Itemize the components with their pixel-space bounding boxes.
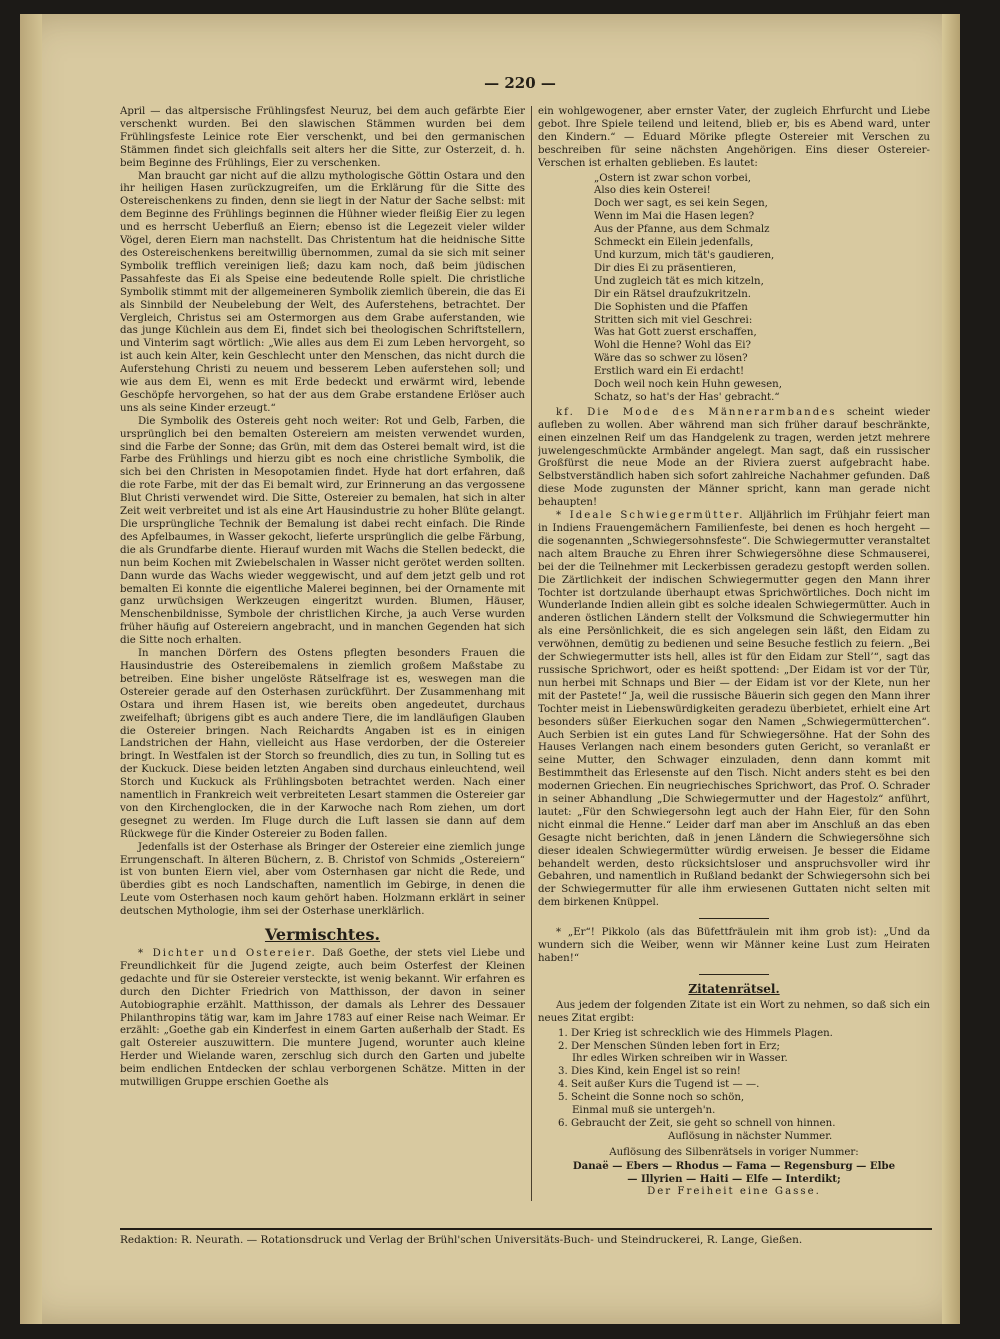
article-paragraph: Die Symbolik des Ostereis geht noch weiter: Rot und Gelb, Farben, die ursprünglich bei den bemalten Ostereiern am meisten verwendet wurden, sind die Farbe der Sonne; das Grün, mit dem das Osterei bemalt wird, ist die Farbe des Frühlings und hierzu gibt es noch eine christliche Symbolik, die sich bei den Christen in Mesopotamien findet. Hyde hat dort erfahren, daß die rote Farbe, mit der das Ei bemalt wird, zur Erinnerung an das vergossene Blut Christi verwendet wird. Die Sitte, Ostereier zu bemalen, hat sich in alter Zeit weit verbreitet und ist als eine Art Hausindustrie zu hoher Blüte gelangt. Die ursprüngliche Technik der Bemalung ist dabei recht einfach. Die Rinde des Apfelbaumes, in Wasser gekocht, lieferte ursprünglich die gelbe Färbung, die als Grundfarbe diente. Hierauf wurden mit Wachs die Stellen bedeckt, die nun beim Kochen mit Zwiebelschalen in Wasser nicht gerötet werden sollten. Dann wurde das Wachs wieder weggewischt, und auf dem jetzt gelb und rot bemalten Ei konnte die eigentliche Malerei beginnen, bei der Ornamente mit ganz urwüchsigen Werkzeugen eingeritzt wurden. Blumen, Häuser, Menschenbildnisse, Symbole der christlichen Kirche, ja auch Verse wurden früher häufig auf Ostereiern angebracht, und in manchen Gegenden hat sich die Sitte noch erhalten. bbox=[120, 415, 525, 647]
answers-row: — Illyrien — Haiti — Elfe — Interdikt; bbox=[627, 1172, 841, 1185]
article-paragraph: Jedenfalls ist der Osterhase als Bringer der Ostereier eine ziemlich junge Errungenschaft. In älteren Büchern, z. B. Christof von Schmids „Ostereiern“ ist von bunten Eiern viel, aber vom Osternhasen gar nicht die Rede, und überdies gibt es noch Landschaften, namentlich im Gebirge, in denen die Leute vom Osterhasen noch kaum gehört haben. Holzmann erklärt in seiner deutschen Mythologie, ihm sei der Osterhase unerklärlich. bbox=[120, 841, 525, 918]
poem-line: Erstlich ward ein Ei erdacht! bbox=[594, 366, 745, 378]
riddle-item: 1. Der Krieg ist schrecklich wie des Himmels Plagen. bbox=[558, 1027, 833, 1039]
riddle-item: 6. Gebraucht der Zeit, sie geht so schnell von hinnen. bbox=[558, 1117, 836, 1129]
riddle-item: 4. Seit außer Kurs die Tugend ist — —. bbox=[558, 1079, 760, 1091]
misc-item-text: Alljährlich im Frühjahr feiert man in Indiens Frauengemächern Familienfeste, bei denen es hoch hergeht — die sogenannten „Schwiegersohnsfeste“. Die Schwiegermutter veranstaltet nach altem Brauche zu Ehren ihrer Schwiegersöhne diese Schmauserei, bei der die Teilnehmer mit Leckerbissen geradezu gestopft werden sollen. Die Zärtlichkeit der indischen Schwiegermutter gegen den Mann ihrer Tochter ist dortzulande überhaupt etwas Sprichwörtliches. Doch nicht im Wunderlande Indien allein gibt es solche idealen Schwiegermütter. Auch in anderen östlichen Ländern stellt der Volksmund die Schwiegermutter hin als eine Persönlichkeit, die es sich angelegen sein läßt, den Eidam zu verwöhnen, demütig zu bedienen und seine Besuche festlich zu feiern. „Bei der Schwiegermutter ists hell, alles ist für den Eidam zur Stell’“, sagt das russische Sprichwort, oder es heißt spottend: „Der Eidam ist vor der Tür, nun herbei mit Schnaps und Bier — der Eidam ist vor der Klete, nun her mit der Pastete!“ Ja, weil die russische Bäuerin sich gegen den Mann ihrer Tochter meist in Liebenswürdigkeiten geradezu überbietet, erhielt eine Art besonders süßer Eierkuchen sogar den Namen „Schwiegermütterchen“. Auch Serbien ist ein gutes Land für Schwiegersöhne. Hat der Sohn des Hauses Verlangen nach einem besonders guten Gericht, so veranlaßt er seine Mutter, den Schwager einzuladen, denn dann kommt mit Bestimmtheit das Erlesenste auf den Tisch. Nicht anders steht es bei den modernen Griechen. Ein neugriechisches Sprichwort, das Prof. O. Schrader in seiner Abhandlung „Die Schwiegermutter und der Hagestolz“ anführt, lautet: „Für den Schwiegersohn legt auch der Hahn Eier, für den Sohn nicht einmal die Henne.“ Leider darf man aber im Anschluß an das eben Gesagte nicht berichten, daß in jenen Ländern die Schwiegersöhne sich dieser idealen Schwiegermütter würdig erweisen. Je besser die Eidame behandelt werden, desto rücksichtsloser und anspruchsvoller wird ihr Gebahren, und namentlich in Rußland bedankt der Schwiegersohn sich bei der Schwiegermutter für alle ihm erwiesenen Guttaten nicht selten mit dem birkenen Knüppel. bbox=[538, 510, 930, 909]
right-column bbox=[538, 106, 930, 1194]
riddle-item: 3. Dies Kind, kein Engel ist so rein! bbox=[558, 1066, 741, 1078]
riddle-item: 5. Scheint die Sonne noch so schön, bbox=[558, 1092, 745, 1104]
continuation-paragraph: ein wohlgewogener, aber ernster Vater, der zugleich Ehrfurcht und Liebe gebot. Ihre Spiele teilend und leitend, blieb er, bis es Abend ward, unter den Kindern.“ — Eduard Mörike pflegte Ostereier mit Verschen zu beschreiben für seine nächsten Angehörigen. Eins dieser Ostereier-Verschen ist erhalten geblieben. Es lautet: bbox=[538, 106, 930, 169]
divider-rule bbox=[699, 974, 769, 975]
misc-item-armband bbox=[538, 407, 930, 510]
previous-answers bbox=[538, 1147, 930, 1194]
section-title: Vermischtes. bbox=[264, 925, 381, 945]
page-binding-edge bbox=[20, 14, 42, 1324]
poem-line: Also dies kein Osterei! bbox=[594, 185, 711, 197]
divider-rule bbox=[699, 918, 769, 919]
poem-line: Und zugleich tät es mich kitzeln, bbox=[594, 275, 764, 287]
misc-item-text: scheint wieder aufleben zu wollen. Aber während man sich früher darauf beschränkte, einen einzelnen Reif um das Handgelenk zu tragen, werden jetzt mehrere juwelengeschmückte Armbänder angelegt. Man sagt, daß ein russischer Großfürst die neue Mode an der Riviera zuerst aufgebracht habe. Selbstverständlich haben sich sofort zahlreiche Nachahmer gefunden. Daß diese Mode zugunsten der Männer spricht, kann man gerade nicht behaupten! bbox=[538, 406, 930, 509]
misc-item-mothers-in-law bbox=[538, 510, 930, 910]
misc-item-lead: kf. Die Mode des Männerarmbandes bbox=[556, 406, 837, 418]
article-paragraph: April — das altpersische Frühlingsfest Neuruz, bei dem auch gefärbte Eier verschenkt wurden. Bei den slawischen Stämmen wurden bei dem Frühlingsfeste Leinice rote Eier verschenkt, und bei den germanischen Stämmen findet sich gleichfalls seit alters her die Sitte, zur Osterzeit, d. h. beim Beginne des Frühlings, Eier zu verschenken. bbox=[120, 106, 525, 169]
poem-line: Doch weil noch kein Huhn gewesen, bbox=[594, 379, 782, 391]
poem-line: Stritten sich mit viel Geschrei: bbox=[594, 314, 753, 326]
page-number: — 220 — bbox=[484, 74, 556, 92]
footer-rule bbox=[120, 1228, 932, 1230]
riddle-item: Einmal muß sie untergeh'n. bbox=[572, 1105, 716, 1117]
answers-row: Danaë — Ebers — Rhodus — Fama — Regensburg — Elbe bbox=[572, 1159, 896, 1172]
poem-line: Aus der Pfanne, aus dem Schmalz bbox=[594, 224, 770, 236]
poem-line: Schatz, so hat's der Has' gebracht.“ bbox=[594, 391, 780, 403]
page-right-edge bbox=[942, 14, 960, 1324]
poem-line: Wohl die Henne? Wohl das Ei? bbox=[594, 340, 751, 352]
poem-line: „Ostern ist zwar schon vorbei, bbox=[594, 172, 751, 184]
newspaper-page bbox=[20, 14, 960, 1324]
article-paragraph: Man braucht gar nicht auf die allzu mythologische Göttin Ostara und den ihr heiligen Hasen zurückzugreifen, um die Erklärung für die Sitte des Ostereischenkens zu finden, denn sie liegt in der Natur der Sache selbst: mit dem Beginne des Frühlings beginnen die Hühner wieder fleißig Eier zu legen und es herrscht Ueberfluß an Eiern; ebenso ist die Legezeit vieler wilder Vögel, deren Eiern man nachstellt. Das Christentum hat die heidnische Sitte des Ostereischenkens bereitwillig übernommen, zumal da sie sich mit seiner Symbolik trefflich vereinigen ließ; dazu kam noch, daß beim jüdischen Passahfeste das Ei als Speise eine bedeutende Rolle spielt. Die christliche Symbolik stimmt mit der allgemeineren Symbolik ziemlich überein, die das Ei als Sinnbild der Neubelebung der Welt, des Auferstehens, betrachtet. Der Vergleich, Christus sei am Ostermorgen aus dem Grabe auferstanden, wie das junge Küchlein aus dem Ei, findet sich bei theologischen Schriftstellern, und Vinterim sagt wörtlich: „Wie alles aus dem Ei zum Leben hervorgeht, so ist auch kein Alter, kein Geschlecht unter den Menschen, das nicht durch die Auferstehung Christi zu neuem und besserem Leben auferstehen soll; und wie aus dem Ei, wenn es mit Erde bedeckt und erwärmt wird, lebende Geschöpfe hervorgehen, so hat der aus dem Grabe erstandene Erlöser auch uns als seine Kinder erzeugt.“ bbox=[120, 170, 525, 414]
left-column bbox=[120, 106, 525, 1109]
misc-item-goethe bbox=[120, 948, 525, 1090]
riddle-item: Ihr edles Wirken schreiben wir in Wasser. bbox=[572, 1053, 788, 1065]
poem-line: Doch wer sagt, es sei kein Segen, bbox=[594, 198, 768, 210]
poem-line: Und kurzum, mich tät's gaudieren, bbox=[594, 249, 775, 261]
poem-line: Wenn im Mai die Hasen legen? bbox=[594, 211, 755, 223]
easter-egg-poem bbox=[594, 173, 930, 405]
column-divider bbox=[531, 106, 532, 1201]
misc-item-lead: * Dichter und Ostereier. bbox=[138, 948, 317, 959]
poem-line: Schmeckt ein Eilein jedenfalls, bbox=[594, 237, 754, 249]
riddle-item: 2. Der Menschen Sünden leben fort in Erz; bbox=[558, 1040, 780, 1052]
misc-item-lead: * Ideale Schwiegermütter. bbox=[556, 510, 745, 522]
article-paragraph: In manchen Dörfern des Ostens pflegten besonders Frauen die Hausindustrie des Ostereibemalens in ziemlich großem Maßstabe zu betreiben. Eine bisher ungelöste Rätselfrage ist es, weswegen man die Ostereier gerade auf den Osterhasen zurückführt. Der Zusammenhang mit Ostara und ihrem Hasen ist, wie bereits oben angedeutet, durchaus zweifelhaft; übrigens gibt es auch andere Tiere, die im landläufigen Glauben die Ostereier bringen. Nach Reichardts Angaben ist es in einigen Landstrichen der Hahn, vielleicht aus Hase verdorben, der die Ostereier bringt. In Westfalen ist der Storch so freundlich, dies zu tun, in Solling tut es der Kuckuck. Diese beiden letzten Angaben sind durchaus einleuchtend, weil Storch und Kuckuck als Frühlingsboten betrachtet werden. Nach einer namentlich in Frankreich weit verbreiteten Lesart stammen die Ostereier gar von den Kirchenglocken, die in der Karwoche nach Rom ziehen, um dort gesegnet zu werden. Im Fluge durch die Luft lassen sie dann auf dem Rückwege für die Kinder Ostereier zu Boden fallen. bbox=[120, 648, 525, 840]
misc-item-text: Daß Goethe, der stets viel Liebe und Freundlichkeit für die Jugend zeigte, auch beim Osterfest der Kleinen gedachte und für sie Ostereier versteckte, ist wenig bekannt. Wir erfahren es durch den Dichter Friedrich von Matthisson, der davon in seiner Autobiographie erzählt. Matthisson, der damals als Lehrer des Dessauer Philanthropins tätig war, kam im Jahre 1783 auf einer Reise nach Weimar. Er erzählt: „Goethe gab ein Kinderfest in einem Garten außerhalb der Stadt. Es galt Ostereier auszuwittern. Die muntere Jugend, worunter auch kleine Herder und Wielande waren, zerschlug sich durch den Garten und jubelte beim endlichen Entdecken der schlau verborgenen Schätze. Mitten in der mutwilligen Gruppe erschien Goethe als bbox=[120, 948, 525, 1089]
riddle-intro: Aus jedem der folgenden Zitate ist ein Wort zu nehmen, so daß sich ein neues Zitat ergibt: bbox=[538, 999, 930, 1024]
imprint-footer: Redaktion: R. Neurath. — Rotationsdruck und Verlag der Brühl'schen Universitäts-Buch- und Steindruckerei, R. Lange, Gießen. bbox=[120, 1234, 803, 1246]
answers-motto: Der Freiheit eine Gasse. bbox=[647, 1185, 821, 1194]
poem-line: Was hat Gott zuerst erschaffen, bbox=[594, 327, 757, 339]
answers-heading: Auflösung des Silbenrätsels in voriger Nummer: bbox=[609, 1146, 859, 1158]
poem-line: Die Sophisten und die Pfaffen bbox=[594, 301, 748, 313]
poem-line: Dir ein Rätsel draufzukritzeln. bbox=[594, 288, 752, 300]
poem-line: Wäre das so schwer zu lösen? bbox=[594, 353, 748, 365]
riddle-solution-note: Auflösung in nächster Nummer. bbox=[668, 1130, 833, 1142]
riddle-title: Zitatenrätsel. bbox=[688, 981, 780, 996]
riddle-quotes bbox=[558, 1028, 930, 1144]
anecdote: * „Er“! Pikkolo (als das Büfettfräulein mit ihm grob ist): „Und da wundern sich die Weiber, wenn wir Männer keine Lust zum Heiraten haben!“ bbox=[538, 927, 930, 964]
poem-line: Dir dies Ei zu präsentieren, bbox=[594, 262, 737, 274]
